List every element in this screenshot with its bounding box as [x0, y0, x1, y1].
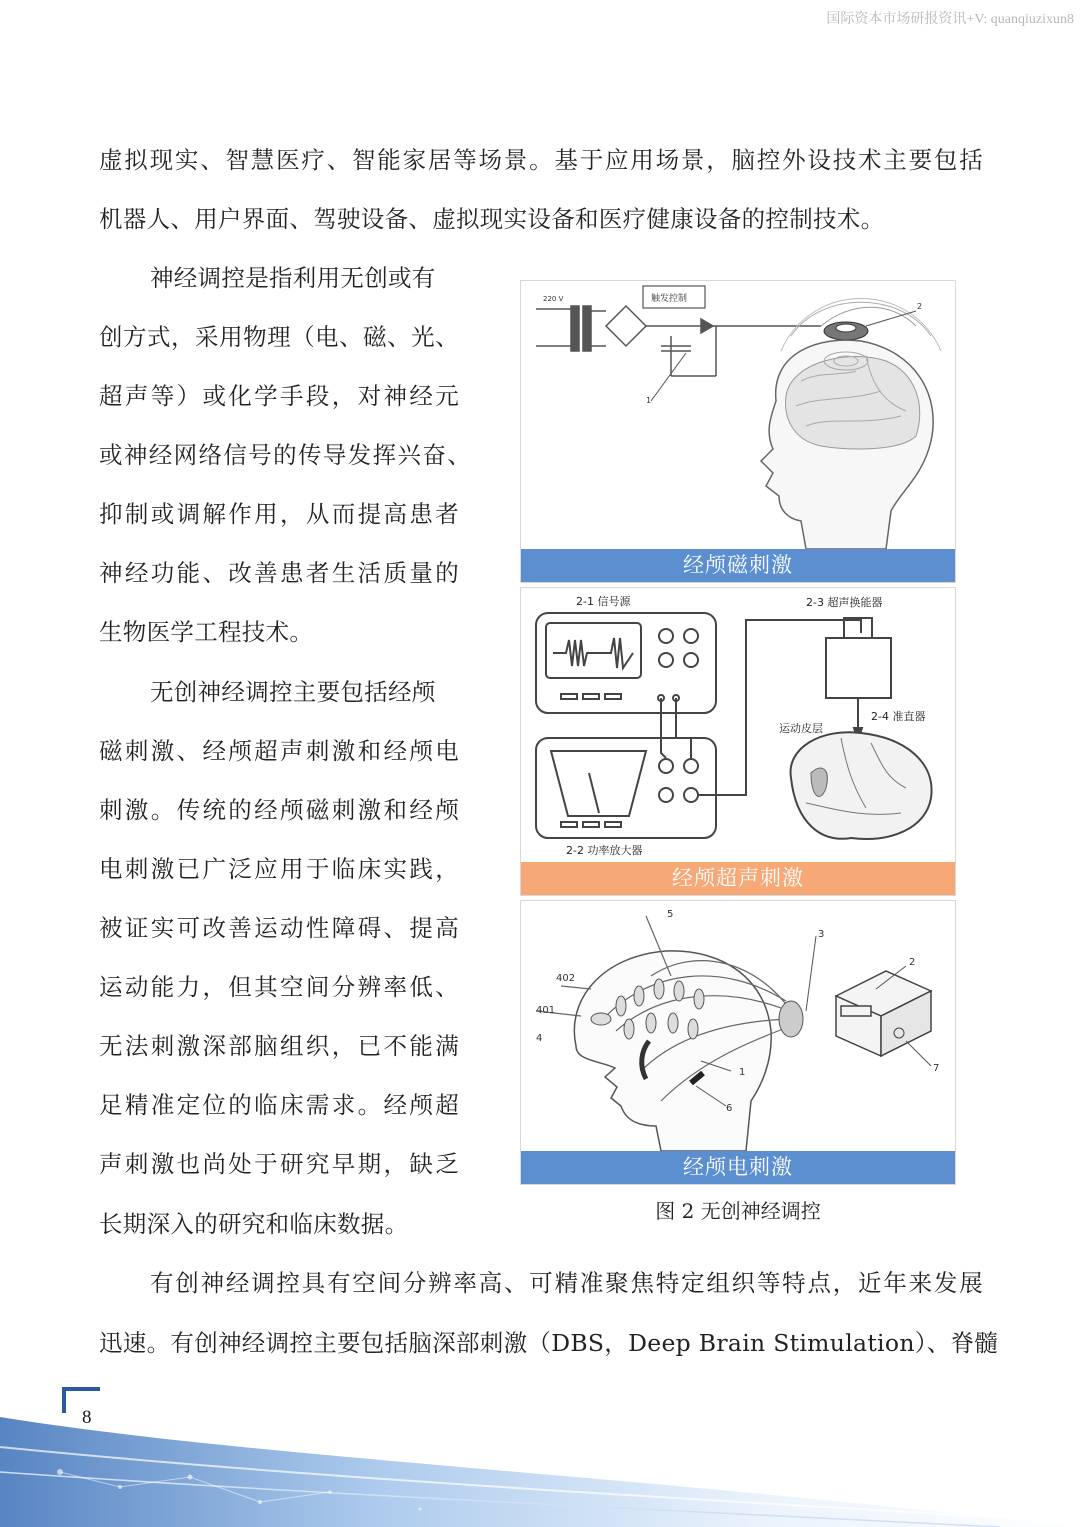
tes-label-5: 5 — [667, 909, 674, 920]
page-number: 8 — [82, 1407, 92, 1428]
body-text-line: 声刺激也尚处于研究早期，缺乏 — [99, 1150, 459, 1178]
tes-label-2: 2 — [909, 957, 916, 968]
watermark: 国际资本市场研报资讯+V: quanqiuzixun8 — [826, 12, 1074, 27]
body-text-line: 有创神经调控具有空间分辨率高、可精准聚焦特定组织等特点，近年来发展 — [150, 1269, 983, 1297]
tes-label-7: 7 — [933, 1063, 940, 1074]
figure-panel-tes — [520, 900, 956, 1185]
body-text-line: 神经调控是指利用无创或有 — [150, 264, 436, 292]
amplifier-label: 2-2 功率放大器 — [566, 844, 643, 857]
motor-cortex-label: 运动皮层 — [779, 722, 823, 735]
body-text-line: 电刺激已广泛应用于临床实践， — [99, 855, 459, 883]
body-text-line: 被证实可改善运动性障碍、提高 — [99, 914, 459, 942]
body-text-line: 无法刺激深部脑组织，已不能满 — [99, 1032, 459, 1060]
ultrasound-banner: 经颅超声刺激 — [521, 862, 955, 895]
body-text-line: 足精准定位的临床需求。经颅超 — [99, 1091, 459, 1119]
tes-label-6: 6 — [726, 1103, 733, 1114]
ultrasound-illustration — [521, 588, 955, 863]
body-text-line: 长期深入的研究和临床数据。 — [99, 1210, 409, 1238]
body-text-line: 刺激。传统的经颅磁刺激和经颅 — [99, 796, 459, 824]
body-text-line: 机器人、用户界面、驾驶设备、虚拟现实设备和医疗健康设备的控制技术。 — [99, 205, 885, 233]
collimator-label: 2-4 准直器 — [871, 710, 926, 723]
body-text-line: 或神经网络信号的传导发挥兴奋、 — [99, 441, 471, 469]
tes-label-1: 1 — [739, 1067, 746, 1078]
footer-decoration — [0, 1377, 1080, 1527]
tes-label-4: 4 — [536, 1033, 543, 1044]
body-text-line: 磁刺激、经颅超声刺激和经颅电 — [99, 737, 459, 765]
tms-number-1: 1 — [646, 396, 652, 405]
figure-panel-tms — [520, 280, 956, 583]
body-text-line: 超声等）或化学手段，对神经元 — [99, 382, 459, 410]
figure-caption: 图 2 无创神经调控 — [655, 1199, 821, 1223]
tes-label-3: 3 — [818, 929, 825, 940]
body-text-line: 生物医学工程技术。 — [99, 618, 314, 646]
tes-label-402: 402 — [556, 973, 576, 984]
body-text-line: 神经功能、改善患者生活质量的 — [99, 559, 459, 587]
figure-panel-ultrasound — [520, 587, 956, 896]
tes-label-401: 401 — [536, 1005, 556, 1016]
body-text-line: 无创神经调控主要包括经颅 — [150, 678, 436, 706]
trigger-label: 触发控制 — [651, 294, 688, 304]
tms-illustration — [521, 281, 955, 549]
body-text-line: 迅速。有创神经调控主要包括脑深部刺激（DBS，Deep Brain Stimulation）、脊髓 — [99, 1329, 999, 1357]
voltage-label: 220 V — [543, 295, 564, 303]
body-text-line: 创方式，采用物理（电、磁、光、 — [99, 323, 459, 351]
tms-banner: 经颅磁刺激 — [521, 549, 955, 582]
tes-illustration — [521, 901, 955, 1151]
body-text-line: 虚拟现实、智慧医疗、智能家居等场景。基于应用场景，脑控外设技术主要包括 — [99, 146, 983, 174]
tes-banner: 经颅电刺激 — [521, 1151, 955, 1184]
body-text-line: 抑制或调解作用，从而提高患者 — [99, 500, 459, 528]
body-text-line: 运动能力，但其空间分辨率低、 — [99, 973, 459, 1001]
signal-source-label: 2-1 信号源 — [576, 595, 631, 608]
tms-number-2: 2 — [917, 302, 923, 311]
transducer-label: 2-3 超声换能器 — [806, 596, 883, 609]
